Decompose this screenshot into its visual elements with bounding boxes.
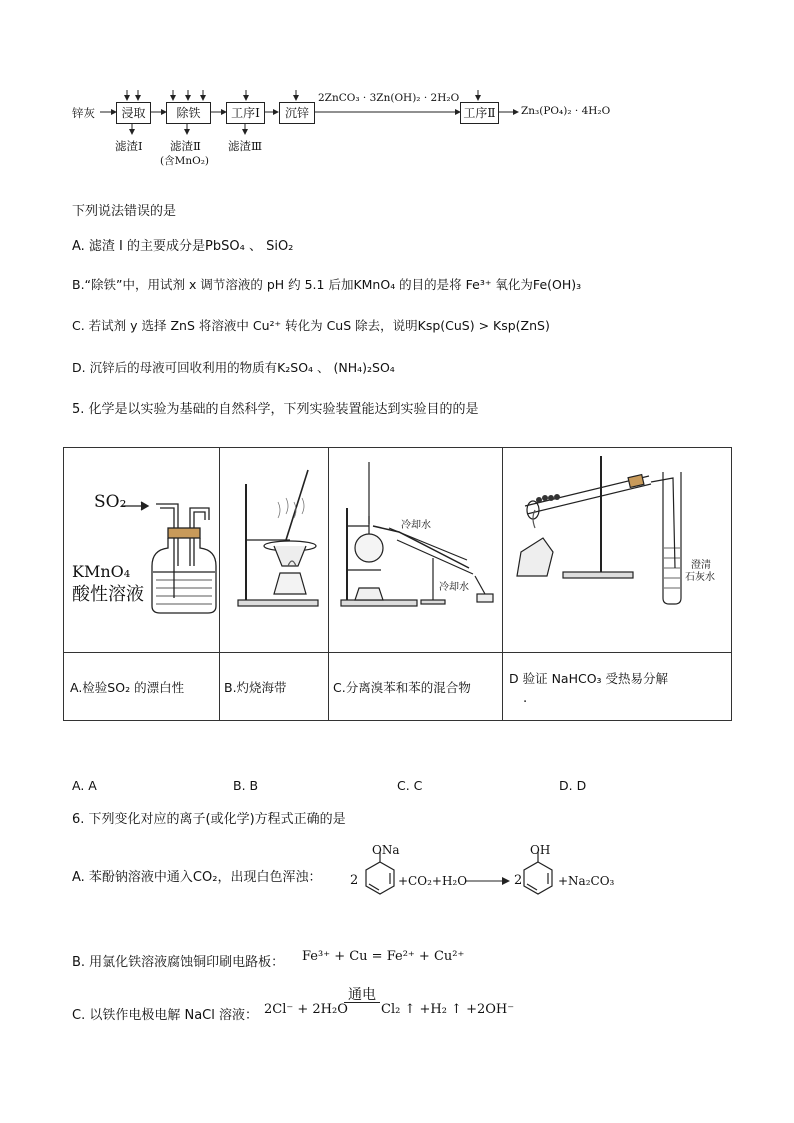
caption-d: D 验证 NaHCO₃ 受热易分解	[509, 670, 669, 686]
caption-d-dot: .	[523, 690, 528, 706]
q5-option-a: A. A	[72, 778, 97, 793]
caption-c: C.分离溴苯和苯的混合物	[333, 680, 471, 695]
sodium-phenoxide-ring	[350, 840, 480, 900]
q6-option-a-text: A. 苯酚钠溶液中通入CO₂，出现白色浑浊：	[72, 870, 322, 885]
q5-option-b: B. B	[233, 778, 259, 793]
q6-option-c-text: C. 以铁作电极电解 NaCl 溶液：	[72, 1008, 258, 1023]
q6-option-b-text: B. 用氯化铁溶液腐蚀铜印刷电路板：	[72, 955, 285, 970]
equation-coefficient-1: 2	[350, 873, 359, 888]
flow-box-zinc-precip: 沉锌	[279, 102, 315, 124]
q6-option-c-right: Cl₂ ↑ +H₂ ↑ +2OH⁻	[381, 1002, 515, 1017]
caption-b: B.灼烧海带	[224, 680, 287, 695]
q5-option-c: C. C	[397, 778, 423, 793]
flow-box-process-2: 工序Ⅱ	[460, 102, 499, 124]
equation-products: +Na₂CO₃	[558, 874, 615, 888]
heating-test-tube-drawing	[503, 448, 731, 648]
q4-option-a: A. 滤渣 I 的主要成分是PbSO₄ 、 SiO₂	[72, 239, 294, 254]
flow-start: 锌灰	[72, 106, 95, 120]
caption-a-cell	[64, 653, 220, 721]
cooling-water-out-label: 冷却水	[439, 582, 469, 593]
apparatus-cell-b	[220, 448, 329, 653]
gas-washing-bottle-drawing	[64, 448, 219, 648]
flow-residue-1: 滤渣Ⅰ	[115, 139, 143, 153]
electrolysis-condition: 通电	[348, 987, 376, 1003]
flow-intermediate: 2ZnCO₃ · 3Zn(OH)₂ · 2H₂O	[318, 92, 460, 104]
q4-option-c: C. 若试剂 y 选择 ZnS 将溶液中 Cu²⁺ 转化为 CuS 除去，说明Ksp(CuS) > Ksp(ZnS)	[72, 318, 550, 333]
so2-label: SO₂	[94, 492, 127, 512]
apparatus-cell-a	[64, 448, 220, 653]
ona-group: ONa	[372, 843, 400, 857]
apparatus-cell-d	[503, 448, 732, 653]
reaction-arrow	[466, 876, 512, 886]
flow-residue-3: 滤渣Ⅲ	[228, 139, 263, 153]
equation-reactants: +CO₂+H₂O	[398, 874, 468, 888]
q6-option-c-left: 2Cl⁻ + 2H₂O	[264, 1002, 348, 1017]
apparatus-cell-c	[329, 448, 503, 653]
q5-option-d: D. D	[559, 778, 587, 793]
flow-residue-2-note: (含MnO₂)	[160, 155, 210, 167]
q4-stem: 下列说法错误的是	[72, 204, 177, 219]
caption-b-cell	[220, 653, 329, 721]
limewater-label-2: 石灰水	[685, 572, 715, 583]
distillation-drawing	[329, 448, 502, 648]
flow-box-leach: 浸取	[116, 102, 151, 124]
flow-product: Zn₃(PO₄)₂ · 4H₂O	[521, 105, 611, 117]
q6-stem: 6. 下列变化对应的离子(或化学)方程式正确的是	[72, 812, 346, 827]
caption-c-cell	[329, 653, 503, 721]
apparatus-table	[63, 447, 732, 721]
caption-d-cell	[503, 653, 732, 721]
oh-group: OH	[530, 843, 551, 857]
q5-stem: 5. 化学是以实验为基础的自然科学，下列实验装置能达到实验目的的是	[72, 402, 479, 417]
limewater-label-1: 澄清	[691, 560, 711, 571]
q6-option-b-equation: Fe³⁺ + Cu = Fe²⁺ + Cu²⁺	[302, 949, 465, 964]
crucible-burning-drawing	[220, 448, 328, 648]
flow-box-iron-removal: 除铁	[166, 102, 211, 124]
kmno4-label: KMnO₄	[72, 562, 131, 581]
condition-bar	[344, 1002, 380, 1003]
acidic-solution-label: 酸性溶液	[72, 584, 144, 605]
q4-option-b: B.“除铁”中，用试剂 x 调节溶液的 pH 约 5.1 后加KMnO₄ 的目的是将 Fe³⁺ 氧化为Fe(OH)₃	[72, 277, 582, 292]
flow-residue-2: 滤渣Ⅱ	[170, 139, 201, 153]
flow-box-process-1: 工序Ⅰ	[226, 102, 265, 124]
caption-a: A.检验SO₂ 的漂白性	[70, 680, 185, 695]
cooling-water-in-label: 冷却水	[401, 520, 431, 531]
equation-coefficient-2: 2	[514, 873, 523, 888]
q4-option-d: D. 沉锌后的母液可回收利用的物质有K₂SO₄ 、 (NH₄)₂SO₄	[72, 360, 395, 375]
